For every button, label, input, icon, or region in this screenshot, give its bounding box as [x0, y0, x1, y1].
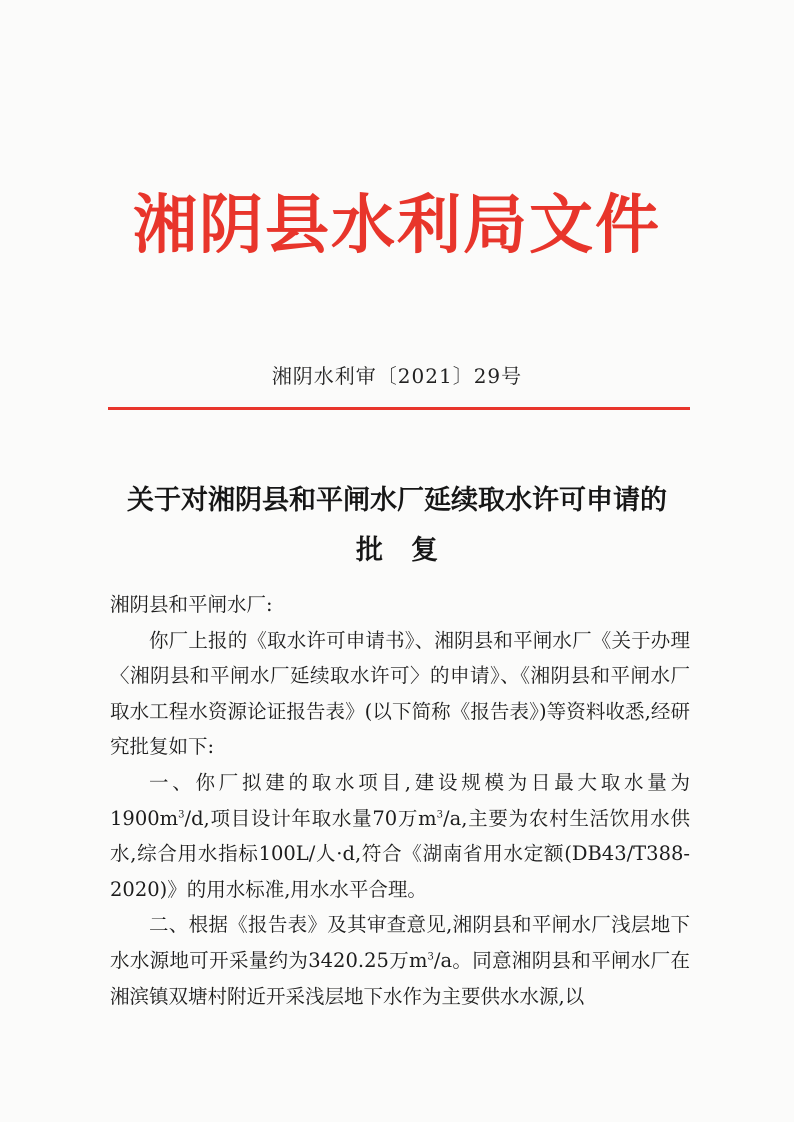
red-separator-line — [108, 407, 690, 410]
document-number: 湘阴水利审〔2021〕29号 — [271, 364, 523, 388]
paragraph-item-1: 一、你厂拟建的取水项目,建设规模为日最大取水量为$1900m^3/d$,项目设计年取水量70万$m^3/a$,主要为农村生活饮用水供水,综合用水指标100L/人·d,符合《湖南省用水定额(DB43/T388-2020)》的用水标准,用水水平合理。 — [110, 770, 690, 901]
paragraph-intro: 你厂上报的《取水许可申请书》、湘阴县和平闸水厂《关于办理〈湘阴县和平闸水厂延续取水许可〉的申请》、《湘阴县和平闸水厂取水工程水资源论证报告表》(以下简称《报告表》)等资料收悉,经研究批复如下: — [110, 628, 690, 759]
title-line-2: 批复 — [356, 535, 466, 566]
masthead-title: 湘阴县水利局文件 — [133, 189, 661, 263]
paragraph-item-2: 二、根据《报告表》及其审查意见,湘阴县和平闸水厂浅层地下水水源地可开采量约为3420.25万$m^3/a$。同意湘阴县和平闸水厂在湘滨镇双塘村附近开采浅层地下水作为主要供水水源,以 — [110, 913, 690, 1008]
salutation: 湘阴县和平闸水厂: — [110, 593, 273, 616]
document-body — [110, 587, 690, 1014]
title-line-1: 关于对湘阴县和平闸水厂延续取水许可申请的 — [127, 485, 667, 516]
document-title — [0, 476, 794, 576]
